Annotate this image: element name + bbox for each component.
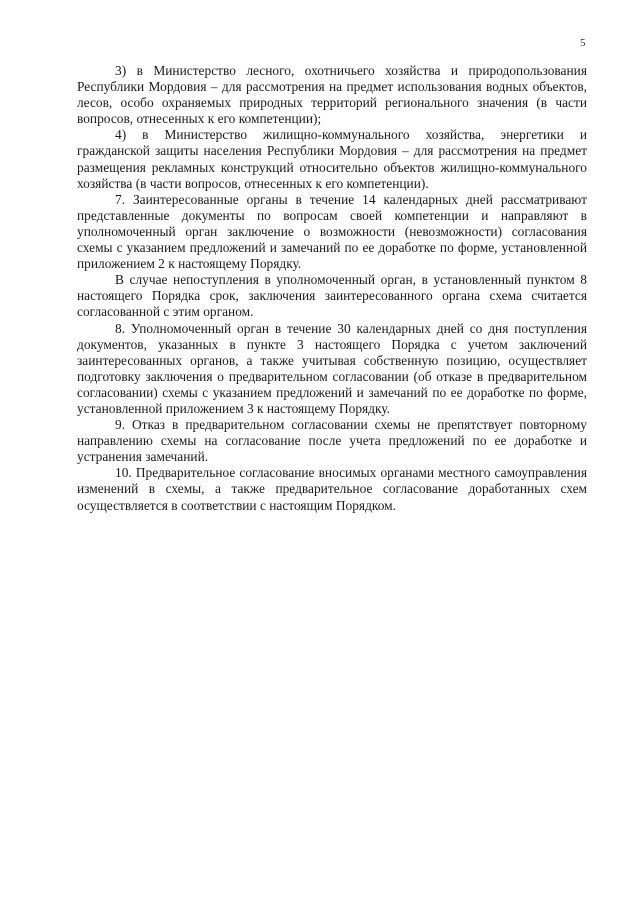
- paragraph-clause-7: 7. Заинтересованные органы в течение 14 календарных дней рассматривают представленные документы по вопросам своей компетенции и направляют в уполномоченный орган заключение о возможности (невозможности) согласования схемы с указанием предложений и замечаний по ее доработке по форме, установленной приложением 2 к настоящему Порядку.: [77, 191, 587, 272]
- paragraph-item-4-ministry-housing: 4) в Министерство жилищно-коммунального хозяйства, энергетики и гражданской защиты населения Республики Мордовия – для рассмотрения на предмет размещения рекламных конструкций относительно объектов жилищно-коммунального хозяйства (в части вопросов, отнесенных к его компетенции).: [77, 127, 587, 191]
- page-number: 5: [580, 37, 586, 49]
- document-body: [77, 63, 587, 514]
- paragraph-clause-10: 10. Предварительное согласование вносимых органами местного самоуправления изменений в схемы, а также предварительное согласование доработанных схем осуществляется в соответствии с настоящим Порядком.: [77, 465, 587, 513]
- paragraph-clause-8: 8. Уполномоченный орган в течение 30 календарных дней со дня поступления документов, указанных в пункте 3 настоящего Порядка с учетом заключений заинтересованных органов, а также учитывая собственную позицию, осуществляет подготовку заключения о предварительном согласовании (об отказе в предварительном согласовании) схемы с указанием предложений и замечаний по ее доработке по форме, установленной приложением 3 к настоящему Порядку.: [77, 320, 587, 416]
- paragraph-item-3-ministry-forestry: 3) в Министерство лесного, охотничьего хозяйства и природопользования Республики Мордовия – для рассмотрения на предмет использования водных объектов, лесов, особо охраняемых природных территорий регионального значения (в части вопросов, отнесенных к его компетенции);: [77, 63, 587, 127]
- paragraph-clause-9: 9. Отказ в предварительном согласовании схемы не препятствует повторному направлению схемы на согласование после учета предложений по ее доработке и устранения замечаний.: [77, 417, 587, 465]
- paragraph-clause-7-note: В случае непоступления в уполномоченный орган, в установленный пунктом 8 настоящего Порядка срок, заключения заинтересованного органа схема считается согласованной с этим органом.: [77, 272, 587, 320]
